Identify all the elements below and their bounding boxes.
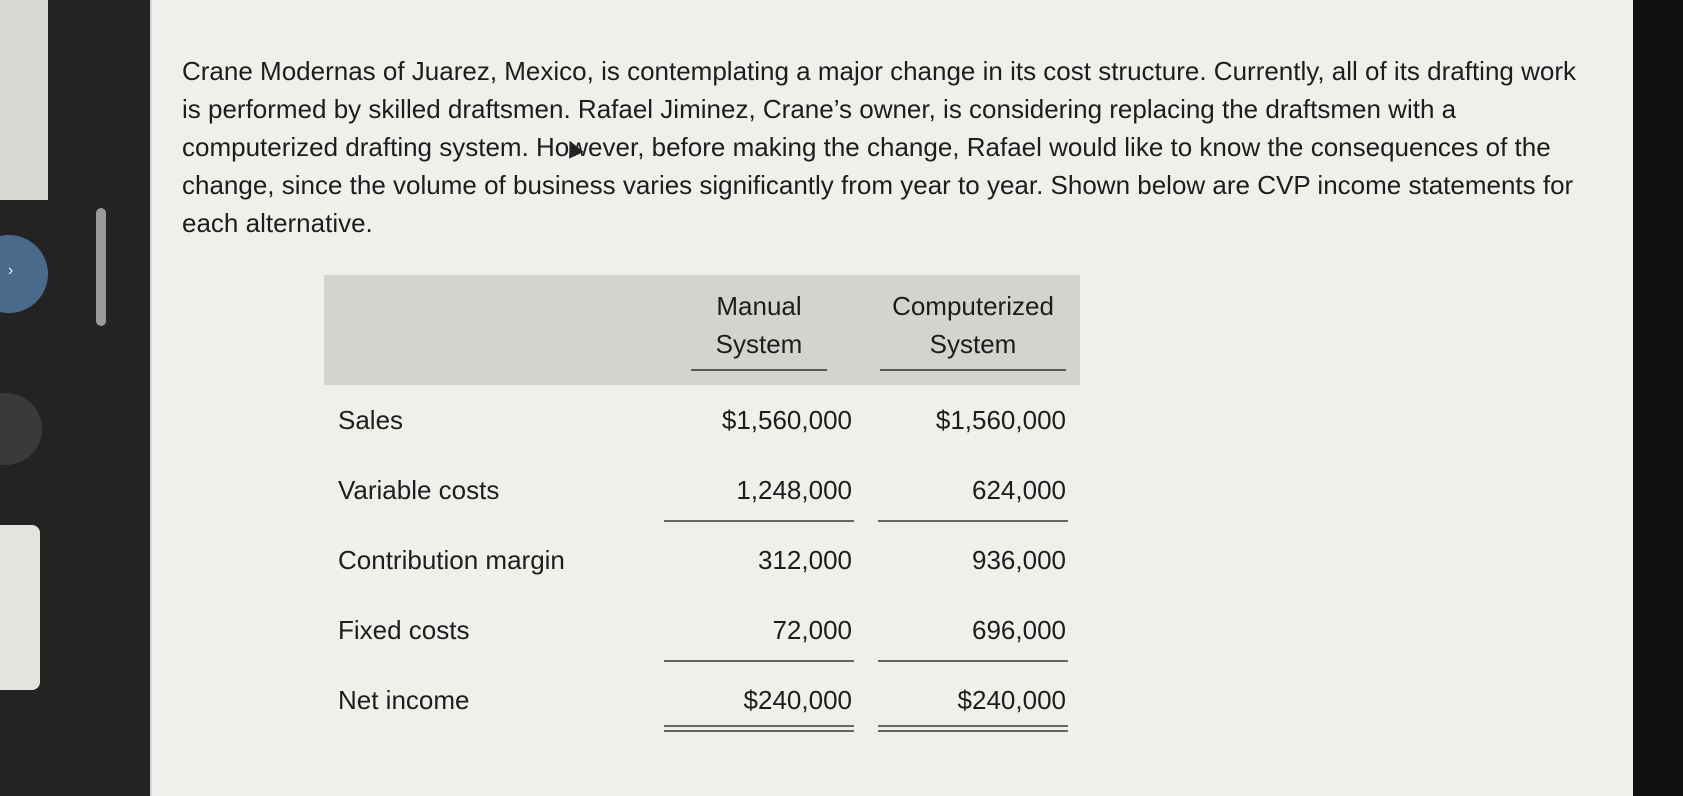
table-row (324, 455, 1080, 525)
row-label: Sales (338, 404, 404, 435)
header-blank (324, 275, 652, 385)
computerized-value: 624,000 (866, 455, 1080, 525)
table-header-row (324, 275, 1080, 385)
computerized-value: $240,000 (866, 665, 1080, 735)
row-label: Net income (338, 684, 470, 715)
computerized-value: 936,000 (972, 544, 1066, 575)
table-row (324, 665, 1080, 735)
manual-value: 72,000 (652, 595, 866, 665)
header-computerized-system: Computerized System (866, 275, 1080, 385)
scrollbar-thumb[interactable] (96, 208, 106, 326)
cvp-income-statement-table (324, 275, 1080, 735)
right-border (1631, 0, 1683, 796)
header-manual-system: Manual System (652, 275, 866, 385)
manual-value: $240,000 (652, 665, 866, 735)
table-row (324, 595, 1080, 665)
computerized-value: $1,560,000 (935, 404, 1066, 435)
table-row (324, 525, 1080, 595)
row-label: Variable costs (338, 474, 500, 505)
left-panel (0, 0, 48, 200)
chevron-right-icon: › (8, 262, 14, 279)
problem-statement: Crane Modernas of Juarez, Mexico, is contemplating a major change in its cost structure. Currently, all of its drafting work is performed by skilled draftsmen. Rafael Jiminez, Crane’s owner, is considering replacing the draftsmen with a computerized drafting system. However, before making the change, Rafael would like to know the consequences of the change, since the volume of business varies significantly from year to year. Shown below are CVP income statements for each alternative. (182, 56, 1576, 238)
manual-value: 312,000 (758, 544, 852, 575)
row-label: Fixed costs (338, 614, 470, 645)
manual-value: 1,248,000 (652, 455, 866, 525)
left-note-panel (0, 525, 40, 690)
question-card (150, 0, 1633, 796)
table-row (324, 385, 1080, 455)
row-label: Contribution margin (338, 544, 565, 575)
question-content (182, 52, 1582, 242)
computerized-value: 696,000 (866, 595, 1080, 665)
manual-value: $1,560,000 (721, 404, 852, 435)
